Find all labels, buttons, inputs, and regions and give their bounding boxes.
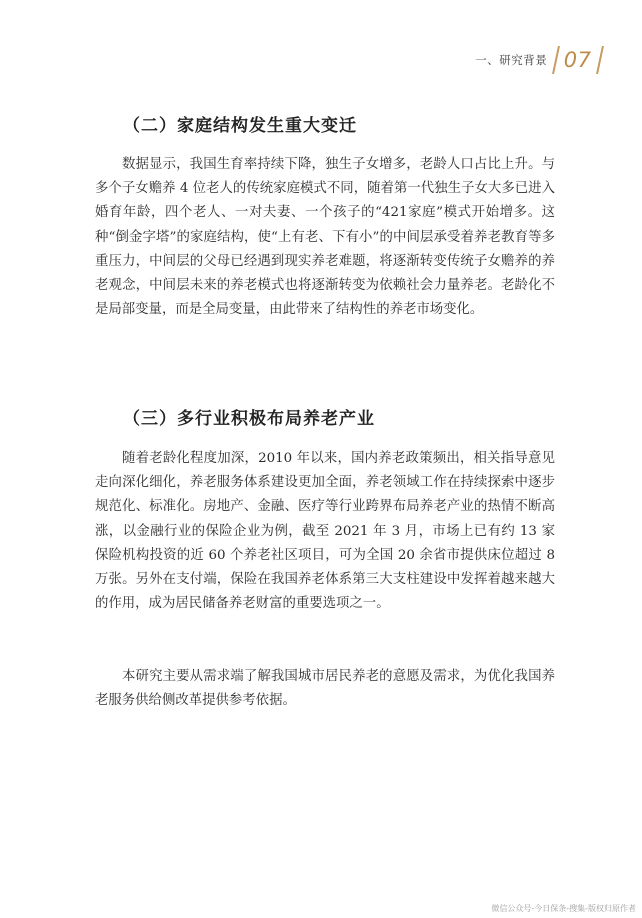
divider-slash-left [552,46,559,74]
paragraph-industry-layout: 随着老龄化程度加深，2010 年以来，国内养老政策频出，相关指导意见走向深化细化，养老服务体系建设更加全面，养老领域工作在持续探索中逐步规范化、标准化。房地产、金融、医疗等行业跨界布局养老产业的热情不断高涨，以金融行业的保险企业为例，截至 2021 年 3 月，市场上已有约 13 家保险机构投资的近 60 个养老社区项目，可为全国 20 余省市提供床位超过 8 万张。另外在支付端，保险在我国养老体系第三大支柱建设中发挥着越来越大的作用，成为居民储备养老财富的重要选项之一。 [95,451,555,612]
page-header [475,40,600,80]
section-label: 一、研究背景 [475,53,548,67]
page-number: 07 [563,48,592,72]
paragraph-research-purpose: 本研究主要从需求端了解我国城市居民养老的意愿及需求，为优化我国养老服务供给侧改革提供参考依据。 [95,669,555,709]
footer-watermark: 微信公众号-今日保条-搜集-版权归原作者 [491,904,636,913]
divider-slash-right [596,46,603,74]
section-heading-2: （二）家庭结构发生重大变迁 [123,116,357,136]
paragraph-family-structure: 数据显示，我国生育率持续下降，独生子女增多，老龄人口占比上升。与多个子女赡养 4 位老人的传统家庭模式不同，随着第一代独生子女大多已进入婚育年龄，四个老人、一对夫妻、一个孩子的“421家庭”模式开始增多。这种“倒金字塔”的家庭结构，使“上有老、下有小”的中间层承受着养老教育等多重压力，中间层的父母已经遇到现实养老难题，将逐渐转变传统子女赡养的养老观念，中间层未来的养老模式也将逐渐转变为依赖社会力量养老。老龄化不是局部变量，而是全局变量，由此带来了结构性的养老市场变化。 [95,157,555,318]
section-heading-3: （三）多行业积极布局养老产业 [123,409,375,429]
